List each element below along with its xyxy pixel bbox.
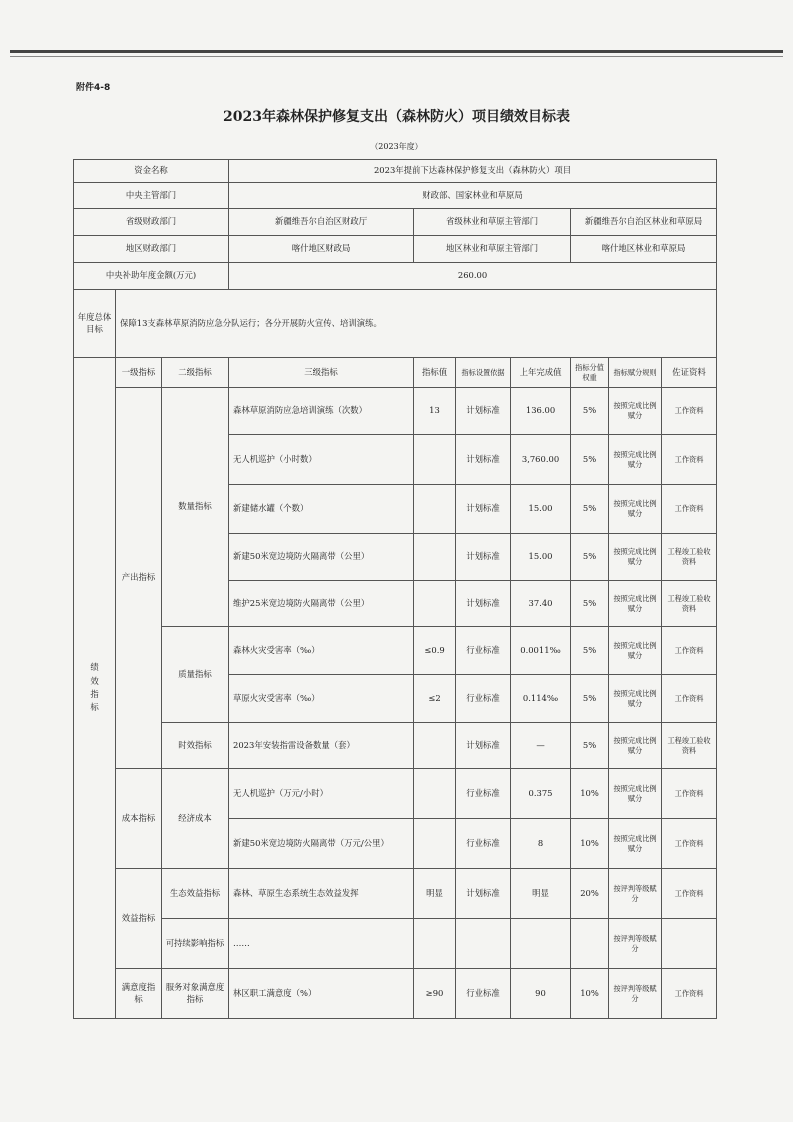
indicator-name: 草原火灾受害率（‰） bbox=[229, 675, 414, 723]
indicator-basis: 行业标准 bbox=[456, 627, 511, 675]
central-dept-value: 财政部、国家林业和草原局 bbox=[229, 183, 717, 209]
indicator-basis: 计划标准 bbox=[456, 534, 511, 581]
indicator-evidence: 工作资料 bbox=[662, 675, 717, 723]
indicator-name: 新建50米宽边境防火隔离带（公里） bbox=[229, 534, 414, 581]
table-row bbox=[74, 969, 717, 1019]
indicator-rule: 按照完成比例赋分 bbox=[609, 723, 662, 769]
group-sustain: 可持续影响指标 bbox=[162, 919, 229, 969]
indicator-evidence: 工作资料 bbox=[662, 769, 717, 819]
indicator-rule: 按照完成比例赋分 bbox=[609, 819, 662, 869]
table-row bbox=[74, 388, 717, 435]
indicator-value bbox=[414, 485, 456, 534]
indicator-last: 15.00 bbox=[511, 534, 571, 581]
group-timeliness: 时效指标 bbox=[162, 723, 229, 769]
indicator-value bbox=[414, 769, 456, 819]
group-satisfaction: 满意度指标 bbox=[116, 969, 162, 1019]
indicator-weight: 10% bbox=[571, 819, 609, 869]
header-level1: 一级指标 bbox=[116, 358, 162, 388]
indicator-evidence: 工作资料 bbox=[662, 388, 717, 435]
header-weight: 指标分值权重 bbox=[571, 358, 609, 388]
indicator-weight bbox=[571, 919, 609, 969]
indicator-rule: 按照完成比例赋分 bbox=[609, 534, 662, 581]
indicator-rule: 按照完成比例赋分 bbox=[609, 675, 662, 723]
indicator-last: 明显 bbox=[511, 869, 571, 919]
indicator-name: 新建储水罐（个数） bbox=[229, 485, 414, 534]
attachment-label: 附件4-8 bbox=[76, 83, 111, 93]
group-quantity: 数量指标 bbox=[162, 388, 229, 627]
fund-name-value: 2023年提前下达森林保护修复支出（森林防火）项目 bbox=[229, 160, 717, 183]
group-service-sat: 服务对象满意度指标 bbox=[162, 969, 229, 1019]
group-eco-benefit: 生态效益指标 bbox=[162, 869, 229, 919]
indicator-name: 森林草原消防应急培训演练（次数） bbox=[229, 388, 414, 435]
table-row bbox=[74, 769, 717, 819]
indicator-basis: 计划标准 bbox=[456, 869, 511, 919]
amount-row bbox=[74, 263, 717, 290]
indicator-last: 3,760.00 bbox=[511, 435, 571, 485]
indicator-value: ≤0.9 bbox=[414, 627, 456, 675]
header-level3: 三级指标 bbox=[229, 358, 414, 388]
group-cost: 成本指标 bbox=[116, 769, 162, 869]
indicator-last bbox=[511, 919, 571, 969]
indicator-basis: 计划标准 bbox=[456, 581, 511, 627]
indicator-name: 2023年安装指雷设备数量（套） bbox=[229, 723, 414, 769]
indicator-last: 136.00 bbox=[511, 388, 571, 435]
indicator-basis: 行业标准 bbox=[456, 969, 511, 1019]
group-benefit: 效益指标 bbox=[116, 869, 162, 969]
header-evidence: 佐证资料 bbox=[662, 358, 717, 388]
indicator-basis: 计划标准 bbox=[456, 388, 511, 435]
local-forestry-label: 地区林业和草原主管部门 bbox=[414, 236, 571, 263]
indicator-value: ≥90 bbox=[414, 969, 456, 1019]
indicator-name: 无人机巡护（小时数） bbox=[229, 435, 414, 485]
header-level2: 二级指标 bbox=[162, 358, 229, 388]
indicator-basis: 计划标准 bbox=[456, 485, 511, 534]
indicator-evidence: 工作资料 bbox=[662, 969, 717, 1019]
indicator-evidence: 工作资料 bbox=[662, 485, 717, 534]
table-row bbox=[74, 627, 717, 675]
group-quality: 质量指标 bbox=[162, 627, 229, 723]
indicator-basis: 行业标准 bbox=[456, 769, 511, 819]
indicator-basis: 行业标准 bbox=[456, 819, 511, 869]
indicator-value: 明显 bbox=[414, 869, 456, 919]
table-row bbox=[74, 869, 717, 919]
goal-row bbox=[74, 290, 717, 358]
indicator-rule: 按评判等级赋分 bbox=[609, 869, 662, 919]
indicator-basis: 计划标准 bbox=[456, 435, 511, 485]
performance-table bbox=[73, 159, 717, 1019]
header-basis: 指标设置依据 bbox=[456, 358, 511, 388]
indicator-name: 无人机巡护（万元/小时） bbox=[229, 769, 414, 819]
header-scoring: 指标赋分规则 bbox=[609, 358, 662, 388]
indicator-last: — bbox=[511, 723, 571, 769]
perf-label: 绩效指标 bbox=[74, 358, 116, 1019]
indicator-weight: 5% bbox=[571, 723, 609, 769]
fund-name-label: 资金名称 bbox=[74, 160, 229, 183]
indicator-weight: 5% bbox=[571, 675, 609, 723]
indicator-weight: 5% bbox=[571, 485, 609, 534]
group-econ-cost: 经济成本 bbox=[162, 769, 229, 869]
indicator-weight: 5% bbox=[571, 388, 609, 435]
fund-name-row bbox=[74, 160, 717, 183]
indicator-weight: 10% bbox=[571, 769, 609, 819]
indicator-weight: 10% bbox=[571, 969, 609, 1019]
table-row bbox=[74, 723, 717, 769]
indicator-name: 森林、草原生态系统生态效益发挥 bbox=[229, 869, 414, 919]
indicator-weight: 5% bbox=[571, 435, 609, 485]
indicator-rule: 按照完成比例赋分 bbox=[609, 581, 662, 627]
amount-label: 中央补助年度金额(万元) bbox=[74, 263, 229, 290]
indicator-value bbox=[414, 723, 456, 769]
indicator-name: 林区职工满意度（%） bbox=[229, 969, 414, 1019]
goal-label: 年度总体目标 bbox=[74, 290, 116, 358]
amount-value: 260.00 bbox=[229, 263, 717, 290]
table-row bbox=[74, 919, 717, 969]
indicator-evidence: 工作资料 bbox=[662, 435, 717, 485]
indicator-weight: 5% bbox=[571, 627, 609, 675]
prov-forestry-value: 新疆维吾尔自治区林业和草原局 bbox=[571, 209, 717, 236]
prov-finance-value: 新疆维吾尔自治区财政厅 bbox=[229, 209, 414, 236]
indicator-last: 90 bbox=[511, 969, 571, 1019]
indicator-name: …… bbox=[229, 919, 414, 969]
indicator-value bbox=[414, 919, 456, 969]
indicator-evidence: 工作资料 bbox=[662, 869, 717, 919]
indicator-value: 13 bbox=[414, 388, 456, 435]
group-output: 产出指标 bbox=[116, 388, 162, 769]
indicator-value bbox=[414, 581, 456, 627]
indicator-basis: 计划标准 bbox=[456, 723, 511, 769]
local-finance-label: 地区财政部门 bbox=[74, 236, 229, 263]
indicator-rule: 按评判等级赋分 bbox=[609, 919, 662, 969]
indicator-rule: 按照完成比例赋分 bbox=[609, 435, 662, 485]
indicator-basis: 行业标准 bbox=[456, 675, 511, 723]
indicator-weight: 20% bbox=[571, 869, 609, 919]
indicator-value bbox=[414, 819, 456, 869]
prov-dept-row bbox=[74, 209, 717, 236]
indicator-last: 0.114‰ bbox=[511, 675, 571, 723]
header-row bbox=[74, 358, 717, 388]
indicator-rule: 按照完成比例赋分 bbox=[609, 485, 662, 534]
indicator-last: 0.375 bbox=[511, 769, 571, 819]
indicator-evidence bbox=[662, 919, 717, 969]
indicator-last: 15.00 bbox=[511, 485, 571, 534]
top-rule bbox=[10, 50, 783, 53]
indicator-rule: 按照完成比例赋分 bbox=[609, 388, 662, 435]
indicator-weight: 5% bbox=[571, 534, 609, 581]
indicator-last: 0.0011‰ bbox=[511, 627, 571, 675]
indicator-evidence: 工程竣工验收资料 bbox=[662, 534, 717, 581]
indicator-evidence: 工程竣工验收资料 bbox=[662, 581, 717, 627]
prov-forestry-label: 省级林业和草原主管部门 bbox=[414, 209, 571, 236]
indicator-evidence: 工作资料 bbox=[662, 627, 717, 675]
page-title: 2023年森林保护修复支出（森林防火）项目绩效目标表 bbox=[223, 109, 570, 125]
central-dept-label: 中央主管部门 bbox=[74, 183, 229, 209]
indicator-last: 8 bbox=[511, 819, 571, 869]
central-dept-row bbox=[74, 183, 717, 209]
indicator-value: ≤2 bbox=[414, 675, 456, 723]
indicator-last: 37.40 bbox=[511, 581, 571, 627]
indicator-evidence: 工程竣工验收资料 bbox=[662, 723, 717, 769]
top-rule-thin bbox=[10, 56, 783, 57]
indicator-evidence: 工作资料 bbox=[662, 819, 717, 869]
prov-finance-label: 省级财政部门 bbox=[74, 209, 229, 236]
indicator-rule: 按评判等级赋分 bbox=[609, 969, 662, 1019]
indicator-rule: 按照完成比例赋分 bbox=[609, 627, 662, 675]
goal-text: 保障13支森林草原消防应急分队运行；各分开展防火宣传、培训演练。 bbox=[116, 290, 717, 358]
indicator-rule: 按照完成比例赋分 bbox=[609, 769, 662, 819]
indicator-value bbox=[414, 435, 456, 485]
local-finance-value: 喀什地区财政局 bbox=[229, 236, 414, 263]
indicator-weight: 5% bbox=[571, 581, 609, 627]
indicator-name: 森林火灾受害率（‰） bbox=[229, 627, 414, 675]
indicator-name: 维护25米宽边境防火隔离带（公里） bbox=[229, 581, 414, 627]
indicator-value bbox=[414, 534, 456, 581]
year-note: （2023年度） bbox=[370, 142, 423, 151]
local-dept-row bbox=[74, 236, 717, 263]
header-value: 指标值 bbox=[414, 358, 456, 388]
indicator-basis bbox=[456, 919, 511, 969]
header-last-year: 上年完成值 bbox=[511, 358, 571, 388]
indicator-name: 新建50米宽边境防火隔离带（万元/公里） bbox=[229, 819, 414, 869]
local-forestry-value: 喀什地区林业和草原局 bbox=[571, 236, 717, 263]
